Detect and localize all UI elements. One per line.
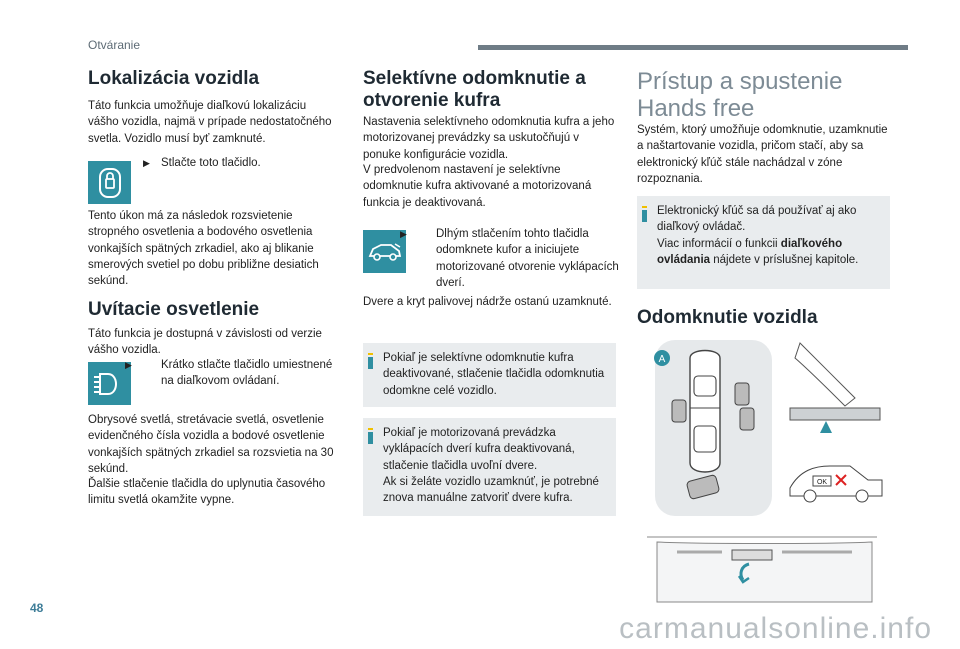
paragraph: Dvere a kryt palivovej nádrže ostanú uzamknuté. — [363, 296, 612, 308]
section-label: Otváranie — [88, 38, 141, 52]
step-instruction: ▶ Stlačte toto tlačidlo. — [143, 155, 333, 171]
arrow-right-icon: ▶ — [400, 229, 407, 239]
info-note: Pokiaľ je selektívne odomknutie kufra deaktivované, stlačenie tlačidla odomknutia odomkne celé vozidlo. — [363, 343, 616, 407]
paragraph: Táto funkcia umožňuje diaľkovú lokalizáciu vášho vozidla, najmä v prípade nedostatočného svetla. Vozidlo musí byť zamknuté. — [88, 100, 332, 145]
ok-label: OK — [816, 479, 828, 486]
hands-free-illustration — [650, 338, 900, 518]
badge-a: A — [658, 354, 666, 365]
arrow-right-icon: ▶ — [143, 158, 150, 168]
info-note-icon — [368, 428, 373, 448]
arrow-right-icon: ▶ — [125, 360, 132, 370]
info-note: Elektronický kľúč sa dá používať aj ako diaľkový ovládač. Viac informácií o funkcii diaľkového ovládania nájdete v príslušnej kapitole. — [637, 196, 890, 289]
paragraph: Systém, ktorý umožňuje odomknutie, uzamknutie a naštartovanie vozidla, pričom stačí, aby sa elektronický kľúč stále nachádzal v zóne rozpoznania. — [637, 124, 888, 185]
paragraph: Nastavenia selektívneho odomknutia kufra a jeho motorizovanej prevádzky sa uskutočňujú v ponuke konfigurácie vozidla. — [363, 116, 615, 161]
heading-hands-free: Prístup a spustenie Hands free — [637, 68, 843, 122]
paragraph: Obrysové svetlá, stretávacie svetlá, osvetlenie evidenčného čísla vozidla a bodové osvetlenie vonkajších spätných zrkadiel sa rozsvietia na 30 sekúnd. — [88, 414, 334, 475]
header-rule — [478, 45, 908, 50]
step-instruction: ▶ Dlhým stlačením tohto tlačidla odomknete kufor a iniciujete motorizované otvorenie vyklápacích dverí. — [400, 228, 619, 289]
info-note: Pokiaľ je motorizovaná prevádzka vyklápacích dverí kufra deaktivovaná, stlačenie tlačidla uvoľní dvere. Ak si želáte vozidlo uzamknúť, je potrebné znova manuálne zatvoriť dvere kufra. — [363, 418, 616, 516]
heading-selektivne: Selektívne odomknutie a otvorenie kufra — [363, 68, 586, 111]
heading-uvitacie: Uvítacie osvetlenie — [88, 299, 260, 320]
heading-lokalizacia: Lokalizácia vozidla — [88, 68, 260, 89]
page-number: 48 — [30, 601, 44, 615]
paragraph: V predvolenom nastavení je selektívne odomknutie kufra aktivované a motorizovaná funkcia je deaktivovaná. — [363, 164, 592, 209]
watermark: carmanualsonline.info — [619, 612, 932, 645]
paragraph: Tento úkon má za následok rozsvietenie stropného osvetlenia a bodového osvetlenia vonkajších spätných zrkadiel, ako aj blikanie smerových svetiel po dobu približne desiatich sekúnd. — [88, 210, 319, 288]
lock-icon — [88, 161, 131, 204]
heading-odomknutie: Odomknutie vozidla — [637, 307, 818, 328]
info-note-icon — [642, 206, 647, 226]
step-instruction: ▶ Krátko stlačte tlačidlo umiestnené na diaľkovom ovládaní. — [125, 359, 333, 388]
info-note-icon — [368, 353, 373, 373]
paragraph: Táto funkcia je dostupná v závislosti od verzie vášho vozidla. — [88, 328, 322, 357]
paragraph: Ďalšie stlačenie tlačidla do uplynutia časového limitu svetlá okamžite vypne. — [88, 478, 326, 507]
